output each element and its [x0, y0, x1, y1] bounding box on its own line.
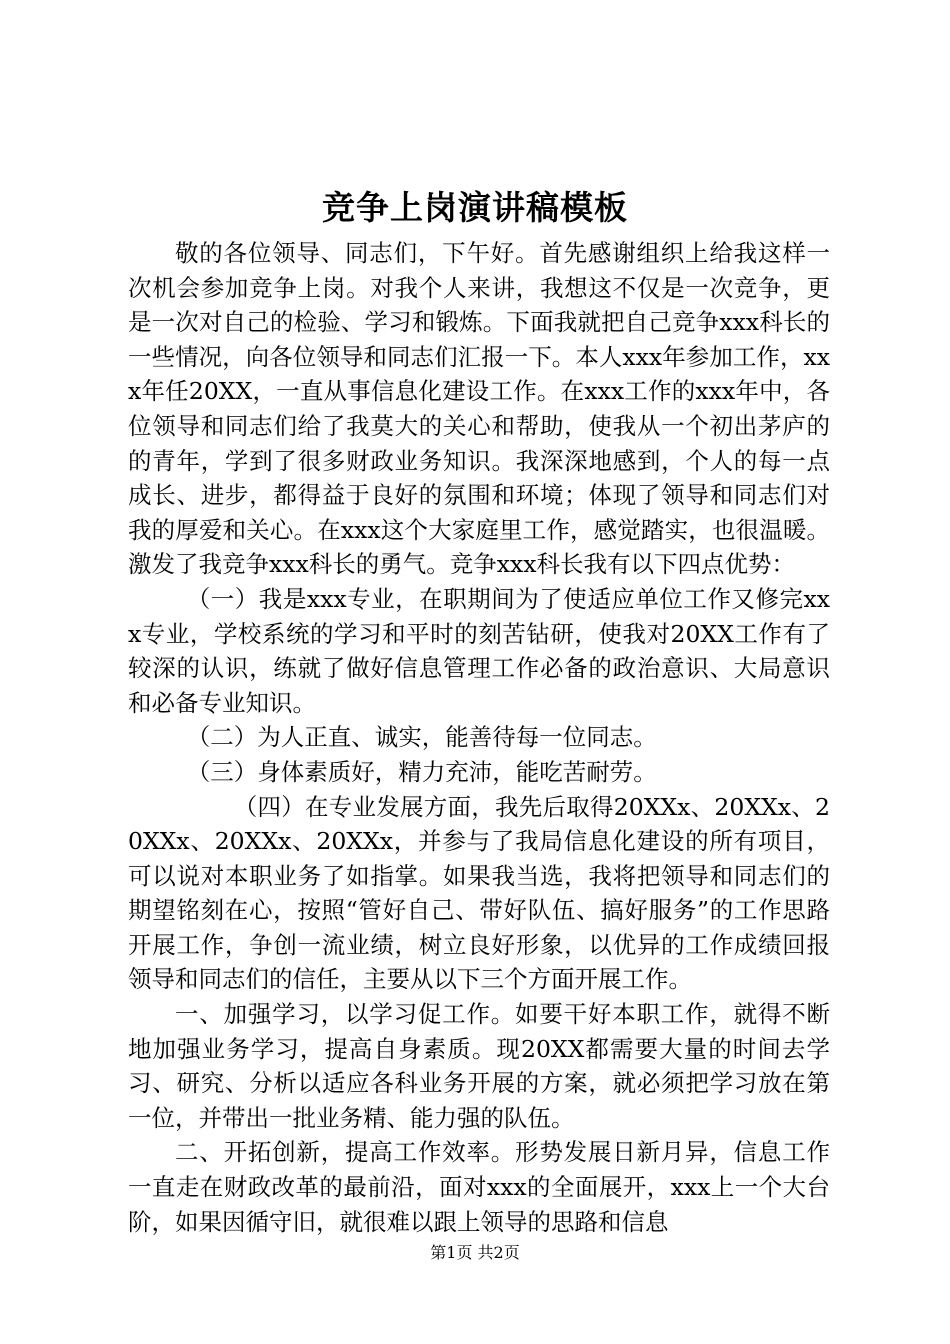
- paragraph-plan-2: 二、开拓创新，提高工作效率。形势发展日新月异，信息工作一直走在财政改革的最前沿，面对xxx的全面展开，xxx上一个大台阶，如果因循守旧，就很难以跟上领导的思路和信息: [128, 1138, 830, 1236]
- document-title: 竞争上岗演讲稿模板: [322, 188, 628, 227]
- paragraph-intro: 敬的各位领导、同志们，下午好。首先感谢组织上给我这样一次机会参加竞争上岗。对我个人来讲，我想这不仅是一次竞争，更是一次对自己的检验、学习和锻炼。下面我就把自己竞争xxx科长的一些情况，向各位领导和同志们汇报一下。本人xxx年参加工作，xxx年任20XX，一直从事信息化建设工作。在xxx工作的xxx年中，各位领导和同志们给了我莫大的关心和帮助，使我从一个初出茅庐的的青年，学到了很多财政业务知识。我深深地感到，个人的每一点成长、进步，都得益于良好的氛围和环境；体现了领导和同志们对我的厚爱和关心。在xxx这个大家庭里工作，感觉踏实，也很温暖。激发了我竞争xxx科长的勇气。竞争xxx科长我有以下四点优势：: [128, 239, 830, 579]
- paragraph-advantage-3: （三）身体素质好，精力充沛，能吃苦耐劳。: [186, 757, 657, 786]
- paragraph-advantage-4: （四）在专业发展方面，我先后取得20XXx、20XXx、20XXx、20XXx、20XXx，并参与了我局信息化建设的所有项目，可以说对本职业务了如指掌。如果我当选，我将把领导和同志们的期望铭刻在心，按照“管好自己、带好队伍、搞好服务”的工作思路开展工作，争创一流业绩，树立良好形象，以优异的工作成绩回报领导和同志们的信任，主要从以下三个方面开展工作。: [128, 792, 830, 994]
- paragraph-advantage-2: （二）为人正直、诚实，能善待每一位同志。: [186, 723, 657, 752]
- paragraph-advantage-1: （一）我是xxx专业，在职期间为了使适应单位工作又修完xxx专业，学校系统的学习和平时的刻苦钻研，使我对20XX工作有了较深的认识，练就了做好信息管理工作必备的政治意识、大局意识和必备专业知识。: [128, 584, 830, 717]
- paragraph-plan-1: 一、加强学习，以学习促工作。如要干好本职工作，就得不断地加强业务学习，提高自身素质。现20XX都需要大量的时间去学习、研究、分析以适应各科业务开展的方案，就必须把学习放在第一位，并带出一批业务精、能力强的队伍。: [128, 1000, 830, 1132]
- document-body: [128, 236, 830, 1239]
- page-footer: 第1页 共2页: [430, 1243, 520, 1262]
